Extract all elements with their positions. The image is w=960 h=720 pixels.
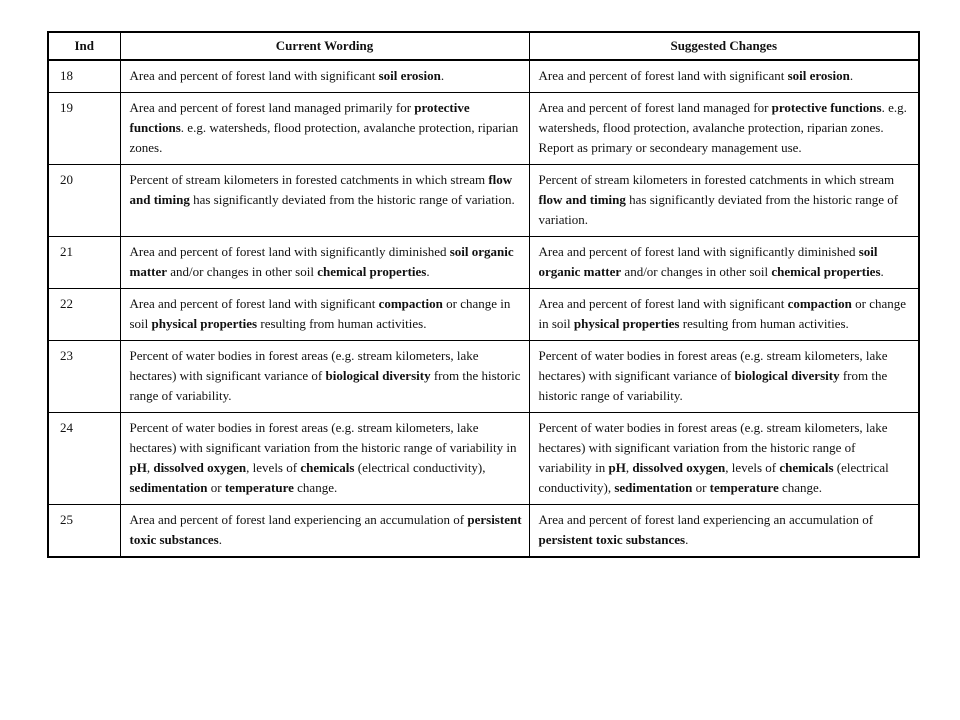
- text-run: Percent of water bodies in forest areas (e.g. stream kilometers, lake hectares) with significant variation from the historic range of variability in: [538, 420, 888, 475]
- cell-ind: 18: [48, 60, 120, 93]
- bold-term: soil erosion: [378, 68, 441, 83]
- cell-ind: 24: [48, 413, 120, 505]
- text-run: Area and percent of forest land managed primarily for: [129, 100, 415, 115]
- bold-term: compaction: [787, 296, 852, 311]
- text-run: resulting from human activities.: [257, 316, 427, 331]
- table-row: [48, 289, 919, 341]
- header-row: [48, 32, 919, 60]
- cell-current-wording: [120, 289, 529, 341]
- text-run: .: [685, 532, 689, 547]
- cell-ind: 20: [48, 165, 120, 237]
- cell-suggested-changes: [529, 413, 919, 505]
- text-run: resulting from human activities.: [679, 316, 849, 331]
- text-run: change.: [293, 480, 338, 495]
- table-row: [48, 93, 919, 165]
- bold-term: pH: [129, 460, 147, 475]
- bold-term: protective functions: [771, 100, 882, 115]
- cell-suggested-changes: [529, 289, 919, 341]
- bold-term: physical properties: [151, 316, 258, 331]
- table-row: [48, 165, 919, 237]
- bold-term: soil organic matter: [538, 244, 878, 279]
- text-run: .: [880, 264, 884, 279]
- cell-ind: 23: [48, 341, 120, 413]
- cell-ind: 21: [48, 237, 120, 289]
- text-run: from the historic range of variability.: [538, 368, 888, 403]
- bold-term: protective functions: [129, 100, 470, 135]
- text-run: has significantly deviated from the historic range of variation.: [538, 192, 899, 227]
- bold-term: soil organic matter: [129, 244, 514, 279]
- bold-term: chemical properties: [771, 264, 881, 279]
- text-run: Percent of water bodies in forest areas (e.g. stream kilometers, lake hectares) with significant variation from the historic range of variability in: [129, 420, 517, 455]
- text-run: . e.g. watersheds, flood protection, avalanche protection, riparian zones. Report as primary or secondeary management use.: [538, 100, 907, 155]
- cell-current-wording: [120, 505, 529, 558]
- cell-current-wording: [120, 165, 529, 237]
- cell-suggested-changes: [529, 60, 919, 93]
- header-suggested-changes: Suggested Changes: [529, 32, 919, 60]
- table-row: [48, 237, 919, 289]
- text-run: . e.g. watersheds, flood protection, avalanche protection, riparian zones.: [129, 120, 519, 155]
- bold-term: sedimentation: [129, 480, 208, 495]
- text-run: or change in soil: [538, 296, 906, 331]
- bold-term: persistent toxic substances: [538, 532, 686, 547]
- table-row: [48, 505, 919, 558]
- header-current-wording: Current Wording: [120, 32, 529, 60]
- cell-suggested-changes: [529, 505, 919, 558]
- table-row: [48, 60, 919, 93]
- text-run: from the historic range of variability.: [129, 368, 521, 403]
- bold-term: biological diversity: [325, 368, 431, 383]
- text-run: ,: [146, 460, 154, 475]
- table-body: [48, 60, 919, 557]
- bold-term: physical properties: [573, 316, 680, 331]
- text-run: (electrical conductivity),: [538, 460, 889, 495]
- cell-suggested-changes: [529, 93, 919, 165]
- text-run: ,: [625, 460, 633, 475]
- cell-current-wording: [120, 413, 529, 505]
- text-run: , levels of: [725, 460, 780, 475]
- cell-ind: 25: [48, 505, 120, 558]
- text-run: Area and percent of forest land with significantly diminished: [538, 244, 859, 259]
- text-run: Percent of stream kilometers in forested catchments in which stream: [129, 172, 489, 187]
- bold-term: dissolved oxygen: [632, 460, 726, 475]
- text-run: or: [692, 480, 710, 495]
- text-run: Percent of water bodies in forest areas (e.g. stream kilometers, lake hectares) with significant variance of: [129, 348, 479, 383]
- bold-term: persistent toxic substances: [129, 512, 522, 547]
- text-run: Area and percent of forest land with significant: [129, 296, 379, 311]
- bold-term: chemicals: [779, 460, 834, 475]
- cell-current-wording: [120, 341, 529, 413]
- text-run: Area and percent of forest land with significant: [538, 68, 788, 83]
- bold-term: dissolved oxygen: [153, 460, 247, 475]
- text-run: Percent of stream kilometers in forested catchments in which stream: [538, 172, 895, 187]
- cell-suggested-changes: [529, 165, 919, 237]
- text-run: , levels of: [246, 460, 301, 475]
- header-ind: Ind: [48, 32, 120, 60]
- bold-term: sedimentation: [614, 480, 693, 495]
- cell-current-wording: [120, 93, 529, 165]
- table-row: [48, 341, 919, 413]
- bold-term: flow and timing: [538, 192, 626, 207]
- cell-ind: 19: [48, 93, 120, 165]
- text-run: Area and percent of forest land with significant: [538, 296, 788, 311]
- text-run: has significantly deviated from the historic range of variation.: [189, 192, 515, 207]
- bold-term: biological diversity: [734, 368, 840, 383]
- text-run: and/or changes in other soil: [621, 264, 772, 279]
- text-run: and/or changes in other soil: [167, 264, 318, 279]
- text-run: Area and percent of forest land with significant: [129, 68, 379, 83]
- cell-current-wording: [120, 237, 529, 289]
- bold-term: chemicals: [300, 460, 355, 475]
- indicator-table-container: [47, 31, 918, 558]
- text-run: Area and percent of forest land experiencing an accumulation of: [538, 512, 874, 527]
- bold-term: temperature: [709, 480, 779, 495]
- cell-suggested-changes: [529, 237, 919, 289]
- cell-current-wording: [120, 60, 529, 93]
- text-run: .: [440, 68, 445, 83]
- bold-term: pH: [608, 460, 626, 475]
- text-run: Percent of water bodies in forest areas (e.g. stream kilometers, lake hectares) with significant variance of: [538, 348, 888, 383]
- text-run: Area and percent of forest land experiencing an accumulation of: [129, 512, 468, 527]
- bold-term: chemical properties: [317, 264, 427, 279]
- text-run: .: [218, 532, 222, 547]
- cell-suggested-changes: [529, 341, 919, 413]
- bold-term: compaction: [378, 296, 443, 311]
- table-row: [48, 413, 919, 505]
- bold-term: soil erosion: [787, 68, 850, 83]
- text-run: or change in soil: [129, 296, 511, 331]
- bold-term: temperature: [224, 480, 294, 495]
- bold-term: flow and timing: [129, 172, 513, 207]
- text-run: .: [849, 68, 854, 83]
- table-header: [48, 32, 919, 60]
- text-run: (electrical conductivity),: [354, 460, 486, 475]
- text-run: Area and percent of forest land with significantly diminished: [129, 244, 450, 259]
- cell-ind: 22: [48, 289, 120, 341]
- text-run: Area and percent of forest land managed for: [538, 100, 772, 115]
- text-run: .: [426, 264, 430, 279]
- text-run: or: [207, 480, 225, 495]
- indicator-wording-table: [47, 31, 920, 558]
- text-run: change.: [778, 480, 823, 495]
